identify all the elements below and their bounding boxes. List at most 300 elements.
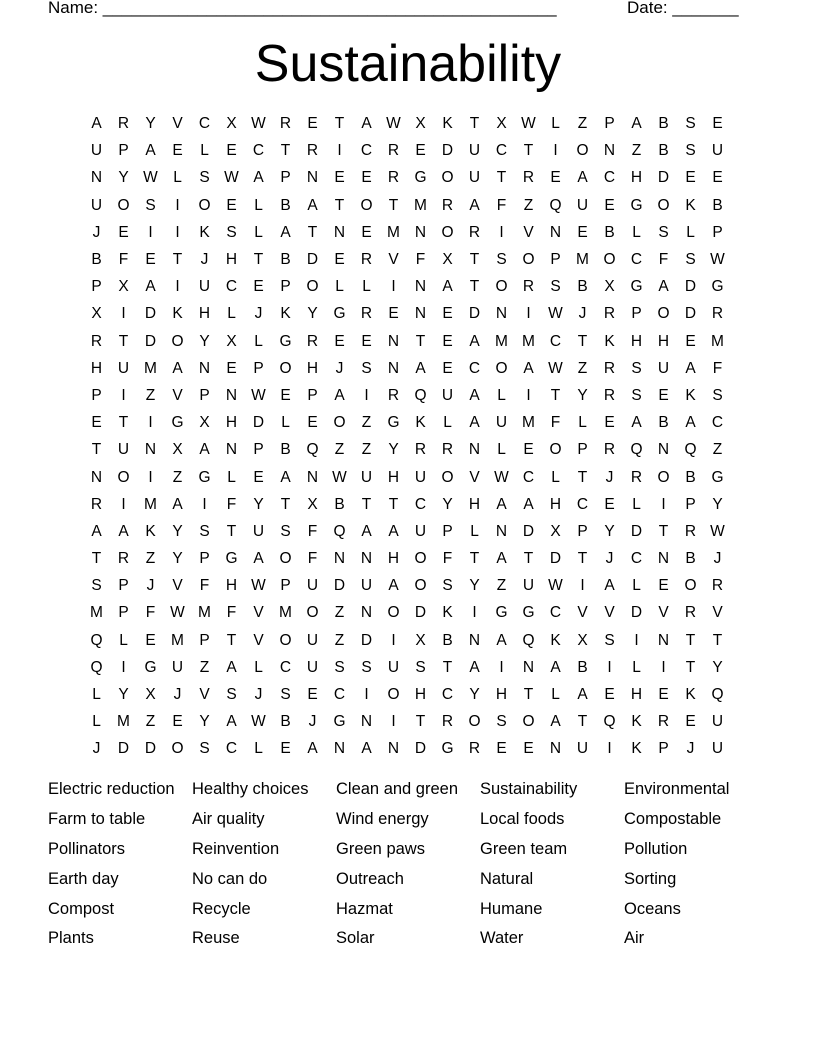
- grid-letter[interactable]: Z: [145, 550, 156, 568]
- grid-letter[interactable]: T: [523, 142, 534, 160]
- grid-letter[interactable]: I: [499, 223, 504, 241]
- grid-letter[interactable]: R: [522, 169, 535, 187]
- grid-letter[interactable]: A: [253, 550, 264, 568]
- grid-letter[interactable]: W: [143, 169, 158, 187]
- grid-letter[interactable]: A: [469, 414, 480, 432]
- grid-letter[interactable]: O: [657, 196, 670, 214]
- grid-letter[interactable]: K: [550, 631, 561, 649]
- grid-letter[interactable]: S: [199, 522, 210, 540]
- grid-letter[interactable]: O: [441, 468, 454, 486]
- grid-letter[interactable]: B: [280, 713, 291, 731]
- grid-letter[interactable]: B: [604, 223, 615, 241]
- grid-letter[interactable]: M: [198, 604, 211, 622]
- grid-letter[interactable]: K: [685, 386, 696, 404]
- grid-letter[interactable]: E: [118, 223, 129, 241]
- grid-letter[interactable]: T: [469, 550, 480, 568]
- grid-letter[interactable]: S: [334, 658, 345, 676]
- grid-letter[interactable]: C: [630, 550, 643, 568]
- grid-letter[interactable]: I: [337, 142, 342, 160]
- grid-letter[interactable]: E: [685, 332, 696, 350]
- grid-letter[interactable]: R: [387, 386, 400, 404]
- grid-letter[interactable]: Y: [469, 686, 480, 704]
- grid-letter[interactable]: O: [657, 305, 670, 323]
- grid-letter[interactable]: E: [307, 686, 318, 704]
- grid-letter[interactable]: F: [118, 251, 129, 269]
- grid-letter[interactable]: E: [604, 196, 615, 214]
- grid-letter[interactable]: N: [657, 631, 670, 649]
- grid-letter[interactable]: U: [306, 577, 319, 595]
- grid-letter[interactable]: S: [604, 631, 615, 649]
- grid-letter[interactable]: U: [387, 658, 400, 676]
- grid-letter[interactable]: J: [173, 686, 182, 704]
- grid-letter[interactable]: A: [388, 522, 399, 540]
- grid-letter[interactable]: V: [253, 631, 264, 649]
- grid-letter[interactable]: E: [658, 386, 669, 404]
- grid-letter[interactable]: M: [522, 332, 535, 350]
- grid-letter[interactable]: S: [685, 142, 696, 160]
- grid-letter[interactable]: W: [332, 468, 347, 486]
- grid-letter[interactable]: V: [172, 386, 183, 404]
- grid-letter[interactable]: O: [414, 550, 427, 568]
- grid-letter[interactable]: T: [388, 495, 399, 513]
- grid-letter[interactable]: A: [469, 196, 480, 214]
- grid-letter[interactable]: P: [253, 359, 264, 377]
- grid-letter[interactable]: J: [200, 251, 209, 269]
- grid-letter[interactable]: J: [686, 740, 695, 758]
- grid-letter[interactable]: X: [118, 278, 129, 296]
- grid-letter[interactable]: R: [630, 468, 643, 486]
- grid-letter[interactable]: F: [658, 251, 669, 269]
- grid-letter[interactable]: E: [280, 386, 291, 404]
- grid-letter[interactable]: K: [631, 740, 642, 758]
- grid-letter[interactable]: S: [280, 686, 291, 704]
- grid-letter[interactable]: P: [199, 631, 210, 649]
- grid-letter[interactable]: F: [145, 604, 156, 622]
- grid-letter[interactable]: N: [225, 441, 238, 459]
- grid-letter[interactable]: N: [387, 359, 400, 377]
- grid-letter[interactable]: L: [254, 332, 263, 350]
- grid-letter[interactable]: M: [171, 631, 184, 649]
- grid-letter[interactable]: X: [145, 686, 156, 704]
- grid-letter[interactable]: N: [414, 223, 427, 241]
- grid-letter[interactable]: O: [576, 142, 589, 160]
- grid-letter[interactable]: S: [631, 359, 642, 377]
- grid-letter[interactable]: G: [522, 604, 535, 622]
- grid-letter[interactable]: J: [92, 223, 101, 241]
- grid-letter[interactable]: J: [308, 713, 317, 731]
- grid-letter[interactable]: Z: [334, 441, 345, 459]
- grid-letter[interactable]: U: [414, 468, 427, 486]
- grid-letter[interactable]: T: [658, 522, 669, 540]
- grid-letter[interactable]: S: [550, 278, 561, 296]
- grid-letter[interactable]: O: [198, 196, 211, 214]
- grid-letter[interactable]: O: [117, 196, 130, 214]
- grid-letter[interactable]: C: [711, 414, 724, 432]
- grid-letter[interactable]: R: [684, 522, 697, 540]
- grid-letter[interactable]: R: [468, 740, 481, 758]
- grid-letter[interactable]: N: [306, 468, 319, 486]
- grid-letter[interactable]: P: [307, 386, 318, 404]
- grid-letter[interactable]: A: [577, 686, 588, 704]
- grid-letter[interactable]: A: [469, 658, 480, 676]
- grid-letter[interactable]: U: [576, 740, 589, 758]
- grid-letter[interactable]: E: [172, 713, 183, 731]
- grid-letter[interactable]: A: [280, 468, 291, 486]
- grid-letter[interactable]: N: [90, 468, 103, 486]
- grid-letter[interactable]: H: [630, 332, 643, 350]
- grid-letter[interactable]: E: [226, 196, 237, 214]
- grid-letter[interactable]: A: [469, 332, 480, 350]
- grid-letter[interactable]: E: [604, 414, 615, 432]
- grid-letter[interactable]: E: [307, 414, 318, 432]
- grid-letter[interactable]: A: [442, 278, 453, 296]
- grid-letter[interactable]: A: [307, 196, 318, 214]
- grid-letter[interactable]: E: [415, 142, 426, 160]
- grid-letter[interactable]: D: [144, 332, 157, 350]
- grid-letter[interactable]: A: [91, 115, 102, 133]
- grid-letter[interactable]: E: [604, 495, 615, 513]
- grid-letter[interactable]: M: [414, 196, 427, 214]
- grid-letter[interactable]: O: [468, 713, 481, 731]
- grid-letter[interactable]: X: [550, 522, 561, 540]
- grid-letter[interactable]: E: [442, 359, 453, 377]
- grid-letter[interactable]: R: [522, 278, 535, 296]
- grid-letter[interactable]: V: [577, 604, 588, 622]
- grid-letter[interactable]: D: [306, 251, 319, 269]
- grid-letter[interactable]: E: [523, 740, 534, 758]
- grid-letter[interactable]: A: [496, 550, 507, 568]
- grid-letter[interactable]: G: [279, 332, 292, 350]
- grid-letter[interactable]: V: [604, 604, 615, 622]
- grid-letter[interactable]: W: [548, 577, 563, 595]
- grid-letter[interactable]: A: [226, 713, 237, 731]
- grid-letter[interactable]: B: [658, 115, 669, 133]
- grid-letter[interactable]: V: [199, 686, 210, 704]
- grid-letter[interactable]: O: [279, 359, 292, 377]
- grid-letter[interactable]: A: [145, 278, 156, 296]
- grid-letter[interactable]: V: [523, 223, 534, 241]
- grid-letter[interactable]: Y: [712, 495, 723, 513]
- grid-letter[interactable]: S: [361, 359, 372, 377]
- grid-letter[interactable]: W: [710, 522, 725, 540]
- grid-letter[interactable]: S: [226, 686, 237, 704]
- grid-letter[interactable]: L: [254, 223, 263, 241]
- grid-letter[interactable]: V: [388, 251, 399, 269]
- grid-letter[interactable]: C: [225, 740, 238, 758]
- grid-letter[interactable]: J: [605, 550, 614, 568]
- grid-letter[interactable]: O: [657, 468, 670, 486]
- grid-letter[interactable]: N: [387, 740, 400, 758]
- grid-letter[interactable]: Q: [684, 441, 697, 459]
- grid-letter[interactable]: H: [495, 686, 508, 704]
- grid-letter[interactable]: L: [254, 196, 263, 214]
- grid-letter[interactable]: D: [630, 522, 643, 540]
- grid-letter[interactable]: A: [577, 169, 588, 187]
- grid-letter[interactable]: D: [657, 169, 670, 187]
- grid-letter[interactable]: S: [685, 115, 696, 133]
- grid-letter[interactable]: T: [469, 278, 480, 296]
- grid-letter[interactable]: M: [90, 604, 103, 622]
- grid-letter[interactable]: M: [144, 495, 157, 513]
- grid-letter[interactable]: B: [280, 441, 291, 459]
- grid-letter[interactable]: L: [632, 223, 641, 241]
- grid-letter[interactable]: P: [199, 550, 210, 568]
- grid-letter[interactable]: A: [496, 631, 507, 649]
- grid-letter[interactable]: A: [334, 386, 345, 404]
- grid-letter[interactable]: T: [118, 332, 129, 350]
- grid-letter[interactable]: P: [577, 522, 588, 540]
- grid-letter[interactable]: O: [495, 278, 508, 296]
- grid-letter[interactable]: K: [145, 522, 156, 540]
- grid-letter[interactable]: N: [549, 223, 562, 241]
- grid-letter[interactable]: E: [145, 251, 156, 269]
- grid-letter[interactable]: M: [522, 414, 535, 432]
- grid-letter[interactable]: Z: [712, 441, 723, 459]
- grid-letter[interactable]: D: [117, 740, 130, 758]
- grid-letter[interactable]: U: [198, 278, 211, 296]
- grid-letter[interactable]: E: [685, 713, 696, 731]
- grid-letter[interactable]: R: [387, 169, 400, 187]
- grid-letter[interactable]: B: [442, 631, 453, 649]
- grid-letter[interactable]: D: [684, 305, 697, 323]
- grid-letter[interactable]: I: [175, 196, 180, 214]
- grid-letter[interactable]: H: [198, 305, 211, 323]
- grid-letter[interactable]: Z: [172, 468, 183, 486]
- grid-letter[interactable]: A: [307, 740, 318, 758]
- grid-letter[interactable]: O: [171, 740, 184, 758]
- grid-letter[interactable]: D: [252, 414, 265, 432]
- grid-letter[interactable]: U: [90, 142, 103, 160]
- grid-letter[interactable]: S: [631, 386, 642, 404]
- grid-letter[interactable]: Z: [361, 441, 372, 459]
- grid-letter[interactable]: K: [442, 115, 453, 133]
- grid-letter[interactable]: G: [171, 414, 184, 432]
- grid-letter[interactable]: E: [226, 142, 237, 160]
- grid-letter[interactable]: Z: [145, 713, 156, 731]
- grid-letter[interactable]: V: [172, 115, 183, 133]
- grid-letter[interactable]: H: [387, 550, 400, 568]
- grid-letter[interactable]: S: [145, 196, 156, 214]
- grid-letter[interactable]: W: [386, 115, 401, 133]
- grid-letter[interactable]: U: [468, 142, 481, 160]
- grid-letter[interactable]: W: [251, 386, 266, 404]
- grid-letter[interactable]: S: [685, 251, 696, 269]
- grid-letter[interactable]: T: [253, 251, 264, 269]
- grid-letter[interactable]: A: [91, 522, 102, 540]
- grid-letter[interactable]: L: [497, 386, 506, 404]
- grid-letter[interactable]: M: [576, 251, 589, 269]
- grid-letter[interactable]: Z: [334, 631, 345, 649]
- grid-letter[interactable]: N: [387, 332, 400, 350]
- grid-letter[interactable]: A: [658, 278, 669, 296]
- grid-letter[interactable]: T: [685, 658, 696, 676]
- grid-letter[interactable]: L: [578, 414, 587, 432]
- grid-letter[interactable]: I: [499, 658, 504, 676]
- grid-letter[interactable]: L: [92, 713, 101, 731]
- grid-letter[interactable]: E: [334, 251, 345, 269]
- grid-letter[interactable]: T: [280, 142, 291, 160]
- grid-letter[interactable]: V: [712, 604, 723, 622]
- grid-letter[interactable]: I: [148, 223, 153, 241]
- grid-letter[interactable]: G: [225, 550, 238, 568]
- grid-letter[interactable]: Y: [469, 577, 480, 595]
- grid-letter[interactable]: I: [175, 278, 180, 296]
- grid-letter[interactable]: Y: [118, 686, 129, 704]
- grid-letter[interactable]: P: [280, 169, 291, 187]
- grid-letter[interactable]: A: [226, 658, 237, 676]
- grid-letter[interactable]: U: [441, 386, 454, 404]
- grid-letter[interactable]: W: [710, 251, 725, 269]
- grid-letter[interactable]: T: [523, 550, 534, 568]
- grid-letter[interactable]: O: [684, 577, 697, 595]
- grid-letter[interactable]: X: [226, 115, 237, 133]
- grid-letter[interactable]: S: [280, 522, 291, 540]
- grid-letter[interactable]: O: [387, 686, 400, 704]
- grid-letter[interactable]: A: [361, 522, 372, 540]
- grid-letter[interactable]: C: [441, 686, 454, 704]
- grid-letter[interactable]: X: [415, 631, 426, 649]
- grid-letter[interactable]: C: [522, 468, 535, 486]
- grid-letter[interactable]: A: [388, 577, 399, 595]
- grid-letter[interactable]: P: [577, 441, 588, 459]
- grid-letter[interactable]: G: [144, 658, 157, 676]
- grid-letter[interactable]: F: [550, 414, 561, 432]
- grid-letter[interactable]: N: [360, 604, 373, 622]
- grid-letter[interactable]: A: [523, 359, 534, 377]
- grid-letter[interactable]: Z: [199, 658, 210, 676]
- grid-letter[interactable]: I: [553, 142, 558, 160]
- grid-letter[interactable]: T: [91, 441, 102, 459]
- grid-letter[interactable]: U: [711, 740, 724, 758]
- grid-letter[interactable]: W: [548, 359, 563, 377]
- grid-letter[interactable]: J: [254, 305, 263, 323]
- grid-letter[interactable]: I: [148, 468, 153, 486]
- grid-letter[interactable]: Q: [549, 196, 562, 214]
- grid-letter[interactable]: L: [227, 305, 236, 323]
- grid-letter[interactable]: D: [522, 522, 535, 540]
- grid-letter[interactable]: S: [199, 740, 210, 758]
- grid-letter[interactable]: L: [551, 115, 560, 133]
- grid-letter[interactable]: B: [577, 278, 588, 296]
- grid-letter[interactable]: F: [226, 604, 237, 622]
- grid-letter[interactable]: L: [254, 658, 263, 676]
- grid-letter[interactable]: X: [307, 495, 318, 513]
- grid-letter[interactable]: L: [227, 468, 236, 486]
- grid-letter[interactable]: O: [279, 550, 292, 568]
- grid-letter[interactable]: N: [360, 550, 373, 568]
- grid-letter[interactable]: O: [522, 713, 535, 731]
- grid-letter[interactable]: Y: [712, 658, 723, 676]
- grid-letter[interactable]: V: [253, 604, 264, 622]
- grid-letter[interactable]: A: [631, 115, 642, 133]
- grid-letter[interactable]: T: [442, 658, 453, 676]
- grid-letter[interactable]: L: [470, 522, 479, 540]
- grid-letter[interactable]: U: [657, 359, 670, 377]
- grid-letter[interactable]: A: [118, 522, 129, 540]
- grid-letter[interactable]: G: [630, 278, 643, 296]
- grid-letter[interactable]: C: [468, 359, 481, 377]
- grid-letter[interactable]: M: [144, 359, 157, 377]
- grid-letter[interactable]: F: [496, 196, 507, 214]
- grid-letter[interactable]: L: [281, 414, 290, 432]
- grid-letter[interactable]: A: [172, 495, 183, 513]
- grid-letter[interactable]: D: [414, 740, 427, 758]
- grid-letter[interactable]: L: [443, 414, 452, 432]
- grid-letter[interactable]: R: [441, 196, 454, 214]
- grid-letter[interactable]: T: [334, 196, 345, 214]
- grid-letter[interactable]: C: [630, 251, 643, 269]
- grid-letter[interactable]: Y: [145, 115, 156, 133]
- grid-letter[interactable]: O: [441, 223, 454, 241]
- grid-letter[interactable]: K: [685, 196, 696, 214]
- grid-letter[interactable]: R: [441, 441, 454, 459]
- grid-letter[interactable]: U: [495, 414, 508, 432]
- grid-letter[interactable]: U: [576, 196, 589, 214]
- grid-letter[interactable]: O: [603, 251, 616, 269]
- grid-letter[interactable]: U: [252, 522, 265, 540]
- grid-letter[interactable]: N: [144, 441, 157, 459]
- grid-letter[interactable]: B: [658, 142, 669, 160]
- grid-letter[interactable]: I: [175, 223, 180, 241]
- grid-letter[interactable]: Z: [577, 359, 588, 377]
- grid-letter[interactable]: U: [360, 468, 373, 486]
- grid-letter[interactable]: X: [442, 251, 453, 269]
- grid-letter[interactable]: E: [307, 115, 318, 133]
- grid-letter[interactable]: Z: [145, 386, 156, 404]
- grid-letter[interactable]: L: [497, 441, 506, 459]
- grid-letter[interactable]: S: [199, 169, 210, 187]
- grid-letter[interactable]: P: [118, 577, 129, 595]
- grid-letter[interactable]: P: [91, 278, 102, 296]
- grid-letter[interactable]: E: [442, 305, 453, 323]
- grid-letter[interactable]: K: [172, 305, 183, 323]
- grid-letter[interactable]: X: [226, 332, 237, 350]
- grid-letter[interactable]: F: [226, 495, 237, 513]
- grid-letter[interactable]: R: [117, 115, 130, 133]
- grid-letter[interactable]: B: [685, 468, 696, 486]
- grid-letter[interactable]: L: [200, 142, 209, 160]
- grid-letter[interactable]: E: [226, 359, 237, 377]
- grid-letter[interactable]: H: [225, 251, 238, 269]
- grid-letter[interactable]: R: [90, 332, 103, 350]
- grid-letter[interactable]: R: [306, 142, 319, 160]
- grid-letter[interactable]: U: [306, 658, 319, 676]
- grid-letter[interactable]: W: [170, 604, 185, 622]
- grid-letter[interactable]: G: [711, 468, 724, 486]
- grid-letter[interactable]: N: [549, 740, 562, 758]
- grid-letter[interactable]: E: [658, 577, 669, 595]
- grid-letter[interactable]: I: [121, 658, 126, 676]
- grid-letter[interactable]: N: [495, 522, 508, 540]
- grid-letter[interactable]: U: [117, 441, 130, 459]
- grid-letter[interactable]: A: [496, 495, 507, 513]
- grid-letter[interactable]: A: [469, 386, 480, 404]
- grid-letter[interactable]: R: [657, 713, 670, 731]
- grid-letter[interactable]: R: [117, 550, 130, 568]
- grid-letter[interactable]: N: [468, 441, 481, 459]
- grid-letter[interactable]: B: [658, 414, 669, 432]
- grid-letter[interactable]: E: [334, 169, 345, 187]
- grid-letter[interactable]: T: [469, 115, 480, 133]
- grid-letter[interactable]: W: [548, 305, 563, 323]
- grid-letter[interactable]: F: [415, 251, 426, 269]
- grid-letter[interactable]: W: [251, 577, 266, 595]
- grid-letter[interactable]: R: [603, 359, 616, 377]
- grid-letter[interactable]: O: [306, 278, 319, 296]
- grid-letter[interactable]: X: [604, 278, 615, 296]
- grid-letter[interactable]: O: [279, 631, 292, 649]
- grid-letter[interactable]: Y: [442, 495, 453, 513]
